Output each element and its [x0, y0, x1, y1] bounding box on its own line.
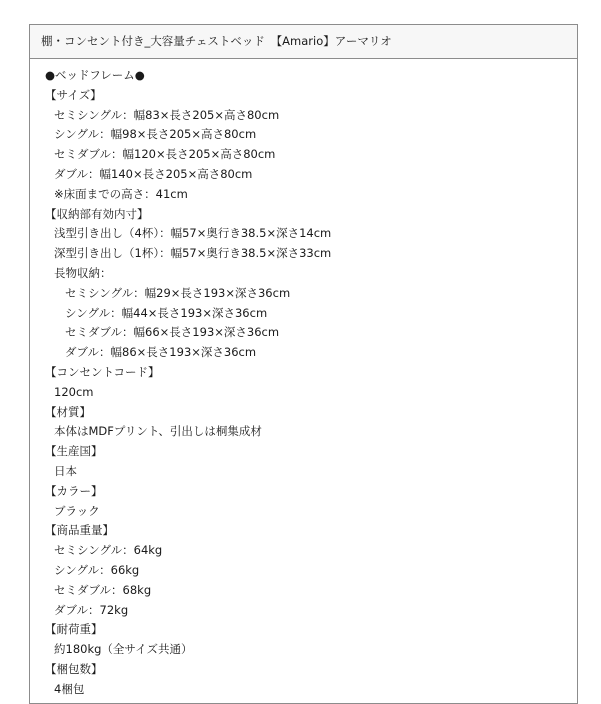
spec-line: 4梱包 [54, 681, 85, 696]
spec-line: 深型引き出し（1杯）：幅57×奥行き38.5×深さ33cm [54, 246, 332, 261]
spec-section-heading: 【梱包数】 [45, 661, 103, 676]
spec-line: セミダブル：68kg [54, 582, 152, 597]
spec-line: ※床面までの高さ：41cm [54, 186, 188, 201]
spec-section-heading: ●ベッドフレーム● [45, 68, 145, 82]
spec-section-heading: 【生産国】 [45, 444, 103, 459]
spec-line: 長物収納： [54, 265, 112, 280]
spec-section-heading: 【材質】 [45, 404, 91, 419]
spec-table [29, 24, 578, 704]
spec-section-heading: 【耐荷重】 [45, 622, 103, 637]
spec-line: セミダブル：幅120×長さ205×高さ80cm [54, 147, 276, 162]
spec-line: セミシングル：64kg [54, 543, 163, 558]
spec-line: ダブル：72kg [54, 602, 129, 617]
product-title: 棚・コンセント付き_大容量チェストベッド 【Amario】アーマリオ [41, 34, 392, 48]
spec-section-heading: 【コンセントコード】 [45, 364, 160, 379]
spec-line: シングル：幅44×長さ193×深さ36cm [65, 305, 268, 320]
spec-line: シングル：66kg [54, 562, 140, 577]
spec-line: ダブル：幅140×長さ205×高さ80cm [54, 166, 253, 181]
spec-line: 日本 [54, 463, 77, 478]
spec-line: 120cm [54, 384, 94, 399]
spec-section-heading: 【収納部有効内寸】 [45, 206, 149, 221]
spec-line: シングル：幅98×長さ205×高さ80cm [54, 127, 257, 142]
spec-line: 浅型引き出し（4杯）：幅57×奥行き38.5×深さ14cm [54, 226, 332, 241]
spec-line: セミダブル：幅66×長さ193×深さ36cm [65, 325, 280, 340]
product-title-bar [30, 25, 577, 59]
spec-content [30, 59, 577, 700]
spec-line: 約180kg（全サイズ共通） [54, 642, 193, 657]
spec-section-heading: 【サイズ】 [45, 87, 102, 102]
spec-line: ダブル：幅86×長さ193×深さ36cm [65, 345, 257, 360]
spec-section-heading: 【商品重量】 [45, 523, 114, 538]
spec-section-heading: 【カラー】 [45, 483, 103, 498]
spec-line: セミシングル：幅29×長さ193×深さ36cm [65, 285, 291, 300]
spec-line: セミシングル：幅83×長さ205×高さ80cm [54, 107, 280, 122]
spec-line: 本体はMDFプリント、引出しは桐集成材 [54, 424, 262, 439]
spec-line: ブラック [54, 503, 100, 518]
